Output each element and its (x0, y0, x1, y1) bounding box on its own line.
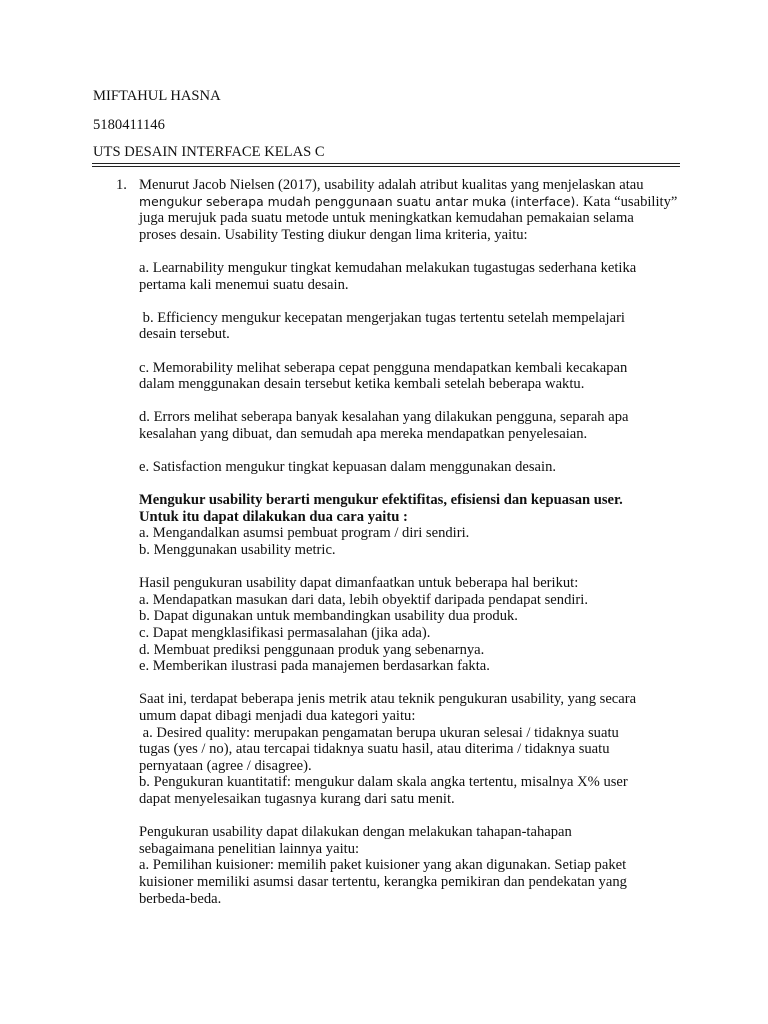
criteria-c: c. Memorability melihat seberapa cepat pengguna mendapatkan kembali kecakapan (139, 359, 628, 376)
metrics-item-b: dapat menyelesaikan tugasnya kurang dari satu menit. (139, 790, 455, 807)
criteria-c: dalam menggunakan desain tersebut ketika kembali setelah beberapa waktu. (139, 376, 585, 393)
results-item: c. Dapat mengklasifikasi permasalahan (jika ada). (139, 625, 431, 642)
intro-line: proses desain. Usability Testing diukur dengan lima kriteria, yaitu: (139, 226, 528, 243)
header-rule-bottom (92, 166, 680, 167)
results-item: d. Membuat prediksi penggunaan produk yang sebenarnya. (139, 641, 485, 658)
stages-line: sebagaimana penelitian lainnya yaitu: (139, 840, 360, 857)
intro-line (139, 194, 684, 211)
intro-serif-text: Kata “usability” (579, 193, 678, 210)
criteria-a: a. Learnability mengukur tingkat kemudahan melakukan tugastugas sederhana ketika (139, 259, 637, 276)
criteria-a: pertama kali menemui suatu desain. (139, 276, 349, 293)
author-name: MIFTAHUL HASNA (93, 88, 221, 104)
header-rule-top (92, 163, 680, 164)
answer-body (139, 177, 684, 907)
list-number: 1. (116, 177, 127, 193)
intro-line: juga merujuk pada suatu metode untuk meningkatkan kemudahan pemakaian selama (139, 210, 634, 227)
criteria-e: e. Satisfaction mengukur tingkat kepuasan dalam menggunakan desain. (139, 459, 557, 476)
results-item: e. Memberikan ilustrasi pada manajemen berdasarkan fakta. (139, 658, 490, 675)
stages-item-a: berbeda-beda. (139, 890, 222, 907)
intro-sans-text: mengukur seberapa mudah penggunaan suatu antar muka (interface). (139, 193, 580, 209)
course-title: UTS DESAIN INTERFACE KELAS C (93, 144, 325, 160)
metrics-item-a: tugas (yes / no), atau tercapai tidaknya suatu hasil, atau diterima / tidaknya suatu (139, 741, 610, 758)
stages-line: Pengukuran usability dapat dilakukan dengan melakukan tahapan-tahapan (139, 824, 572, 841)
metrics-line: Saat ini, terdapat beberapa jenis metrik atau teknik pengukuran usability, yang secara (139, 691, 637, 708)
measuring-heading: Mengukur usability berarti mengukur efektifitas, efisiensi dan kepuasan user. (139, 492, 623, 509)
results-intro: Hasil pengukuran usability dapat dimanfaatkan untuk beberapa hal berikut: (139, 575, 579, 592)
criteria-d: kesalahan yang dibuat, dan semudah apa mereka mendapatkan penyelesaian. (139, 425, 588, 442)
metrics-line: umum dapat dibagi menjadi dua kategori yaitu: (139, 708, 416, 724)
measuring-item: b. Menggunakan usability metric. (139, 542, 336, 559)
results-item: b. Dapat digunakan untuk membandingkan usability dua produk. (139, 608, 518, 625)
stages-item-a: a. Pemilihan kuisioner: memilih paket kuisioner yang akan digunakan. Setiap paket (139, 857, 627, 874)
measuring-heading: Untuk itu dapat dilakukan dua cara yaitu : (139, 508, 408, 525)
intro-line: Menurut Jacob Nielsen (2017), usability adalah atribut kualitas yang menjelaskan atau (139, 177, 644, 193)
metrics-item-a: pernyataan (agree / disagree). (139, 757, 312, 774)
criteria-b: b. Efficiency mengukur kecepatan mengerjakan tugas tertentu setelah mempelajari (139, 309, 625, 326)
criteria-d: d. Errors melihat seberapa banyak kesalahan yang dilakukan pengguna, separah apa (139, 409, 629, 426)
measuring-item: a. Mengandalkan asumsi pembuat program / diri sendiri. (139, 525, 470, 542)
metrics-item-b: b. Pengukuran kuantitatif: mengukur dalam skala angka tertentu, misalnya X% user (139, 774, 628, 791)
criteria-b: desain tersebut. (139, 326, 230, 343)
results-item: a. Mendapatkan masukan dari data, lebih obyektif daripada pendapat sendiri. (139, 591, 589, 608)
student-id: 5180411146 (93, 117, 165, 133)
metrics-item-a: a. Desired quality: merupakan pengamatan berupa ukuran selesai / tidaknya suatu (139, 724, 619, 741)
stages-item-a: kuisioner memiliki asumsi dasar tertentu, kerangka pemikiran dan pendekatan yang (139, 873, 627, 890)
